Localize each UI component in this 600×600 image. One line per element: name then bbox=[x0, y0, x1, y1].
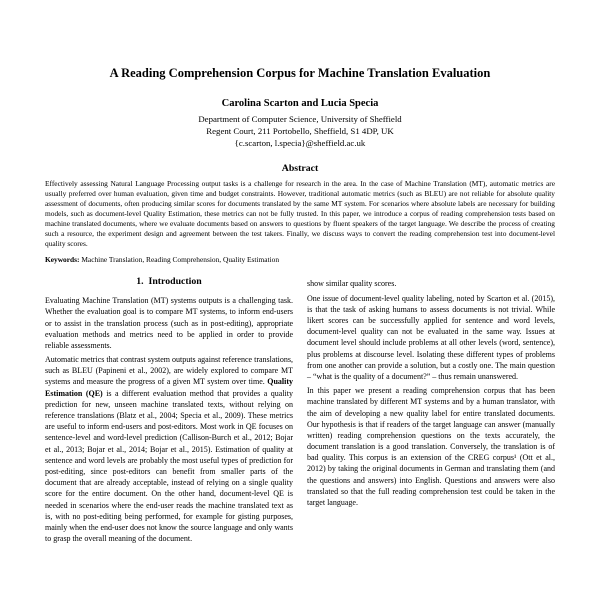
intro-paragraph-2-rest: is a different evaluation method that provides a quality prediction for new, unseen machine translated texts, without relying on reference translations (Blatz et al., 2004; Specia et al., 2009). These metrics are useful to inform end-users and post-editors. Most work in QE focuses on sentence-level and word-level prediction (Callison-Burch et al., 2012; Bojar et al., 2013; Bojar et al., 2014; Bojar et al., 2015). Estimation of quality at sentence and word levels are probably the most useful types of prediction for post-editing, since post-editors can benefit from smaller parts of the document that are already acceptable, instead of relying on a single quality score for the entire document. On the other hand, document-level QE is needed in scenarios where the end-user reads the machine translated text as is, with no post-editing being performed, for example for gisting purposes, mainly when the end-user does not know the source language and only wants to grasp the overall meaning of the document. bbox=[45, 388, 293, 544]
keywords-line bbox=[45, 255, 555, 264]
paper-authors: Carolina Scarton and Lucia Specia bbox=[221, 97, 379, 109]
right-paragraph-2: One issue of document-level quality labeling, noted by Scarton et al. (2015), is that the task of asking humans to assess documents is not trivial. While likert scores can be successfully applied for sentence and word levels, document-level quality can not be evaluated in the same way. Issues at document level should include problems at all other levels (word, sentence), plus problems at discourse level. Isolating these different types of problems from one another can provide a solution, but a costly one. The main question – “what is the quality of a document?” – thus remain unanswered. bbox=[307, 293, 555, 381]
right-column bbox=[307, 275, 555, 547]
right-paragraph-1: show similar quality scores. bbox=[307, 279, 397, 289]
left-column bbox=[45, 275, 293, 547]
author-emails: {c.scarton, l.specia}@sheffield.ac.uk bbox=[234, 137, 366, 148]
keywords-text: Machine Translation, Reading Comprehension, Quality Estimation bbox=[79, 255, 280, 265]
right-paragraph-3: In this paper we present a reading comprehension corpus that has been machine translated by different MT systems and by a human translator, with the aim of developing a new quality label for entire translated documents. Our hypothesis is that if readers of the target language can answer (manually written) reading comprehension questions on the texts accurately, the document translation is a good translation. Conversely, the translation is of bad quality. This corpus is an extension of the CREG corpus¹ (Ott et al., 2012) by taking the original documents in German and translating them (and the questions and answers) into English. Questions and answers were also translated so that the full reading comprehension test could be taken in the target language. bbox=[307, 386, 555, 508]
abstract-section bbox=[45, 163, 555, 264]
paper-header bbox=[45, 66, 555, 149]
two-column-body bbox=[45, 275, 555, 547]
intro-paragraph-2 bbox=[45, 354, 293, 544]
keywords-label: Keywords: bbox=[45, 255, 80, 265]
affiliation-address: Regent Court, 211 Portobello, Sheffield, S1 4DP, UK bbox=[206, 125, 394, 136]
abstract-text: Effectively assessing Natural Language Processing output tasks is a challenge for research in the area. In the case of Machine Translation (MT), automatic metrics are usually preferred over human evaluation, given time and budget constraints. However, traditional automatic metrics (such as BLEU) are not reliable for absolute quality assessment of documents, often producing similar scores for documents translated by the same MT system. For scenarios where absolute labels are necessary for building models, such as document-level Quality Estimation, these metrics can not be fully trusted. In this paper, we introduce a corpus of reading comprehension tests based on machine translated documents, where we evaluate documents based on answers to questions by fluent speakers of the target language. We describe the process of creating such a resource, the experiment design and agreement between the test takers. Finally, we discuss ways to convert the reading comprehension test into document-level quality scores. bbox=[45, 179, 555, 248]
paper-title: A Reading Comprehension Corpus for Machine Translation Evaluation bbox=[109, 66, 491, 80]
intro-paragraph-1: Evaluating Machine Translation (MT) systems outputs is a challenging task. Whether the evaluation goal is to compare MT systems, to inform end-users or to assist in the translation process (such as in post-editing), appropriate evaluation methods and metrics need to be applied in order to provide reliable assessments. bbox=[45, 296, 293, 350]
intro-paragraph-2-lead: Automatic metrics that contrast system outputs against reference translations, such as BLEU (Papineni et al., 2002), are widely explored to compare MT systems and measure the progress of a given MT system over time. bbox=[45, 355, 293, 387]
section-heading-introduction: 1. Introduction bbox=[136, 276, 202, 288]
affiliation-department: Department of Computer Science, University of Sheffield bbox=[198, 113, 402, 124]
abstract-heading: Abstract bbox=[281, 163, 319, 174]
quality-estimation-term: Quality Estimation (QE) bbox=[45, 377, 293, 398]
